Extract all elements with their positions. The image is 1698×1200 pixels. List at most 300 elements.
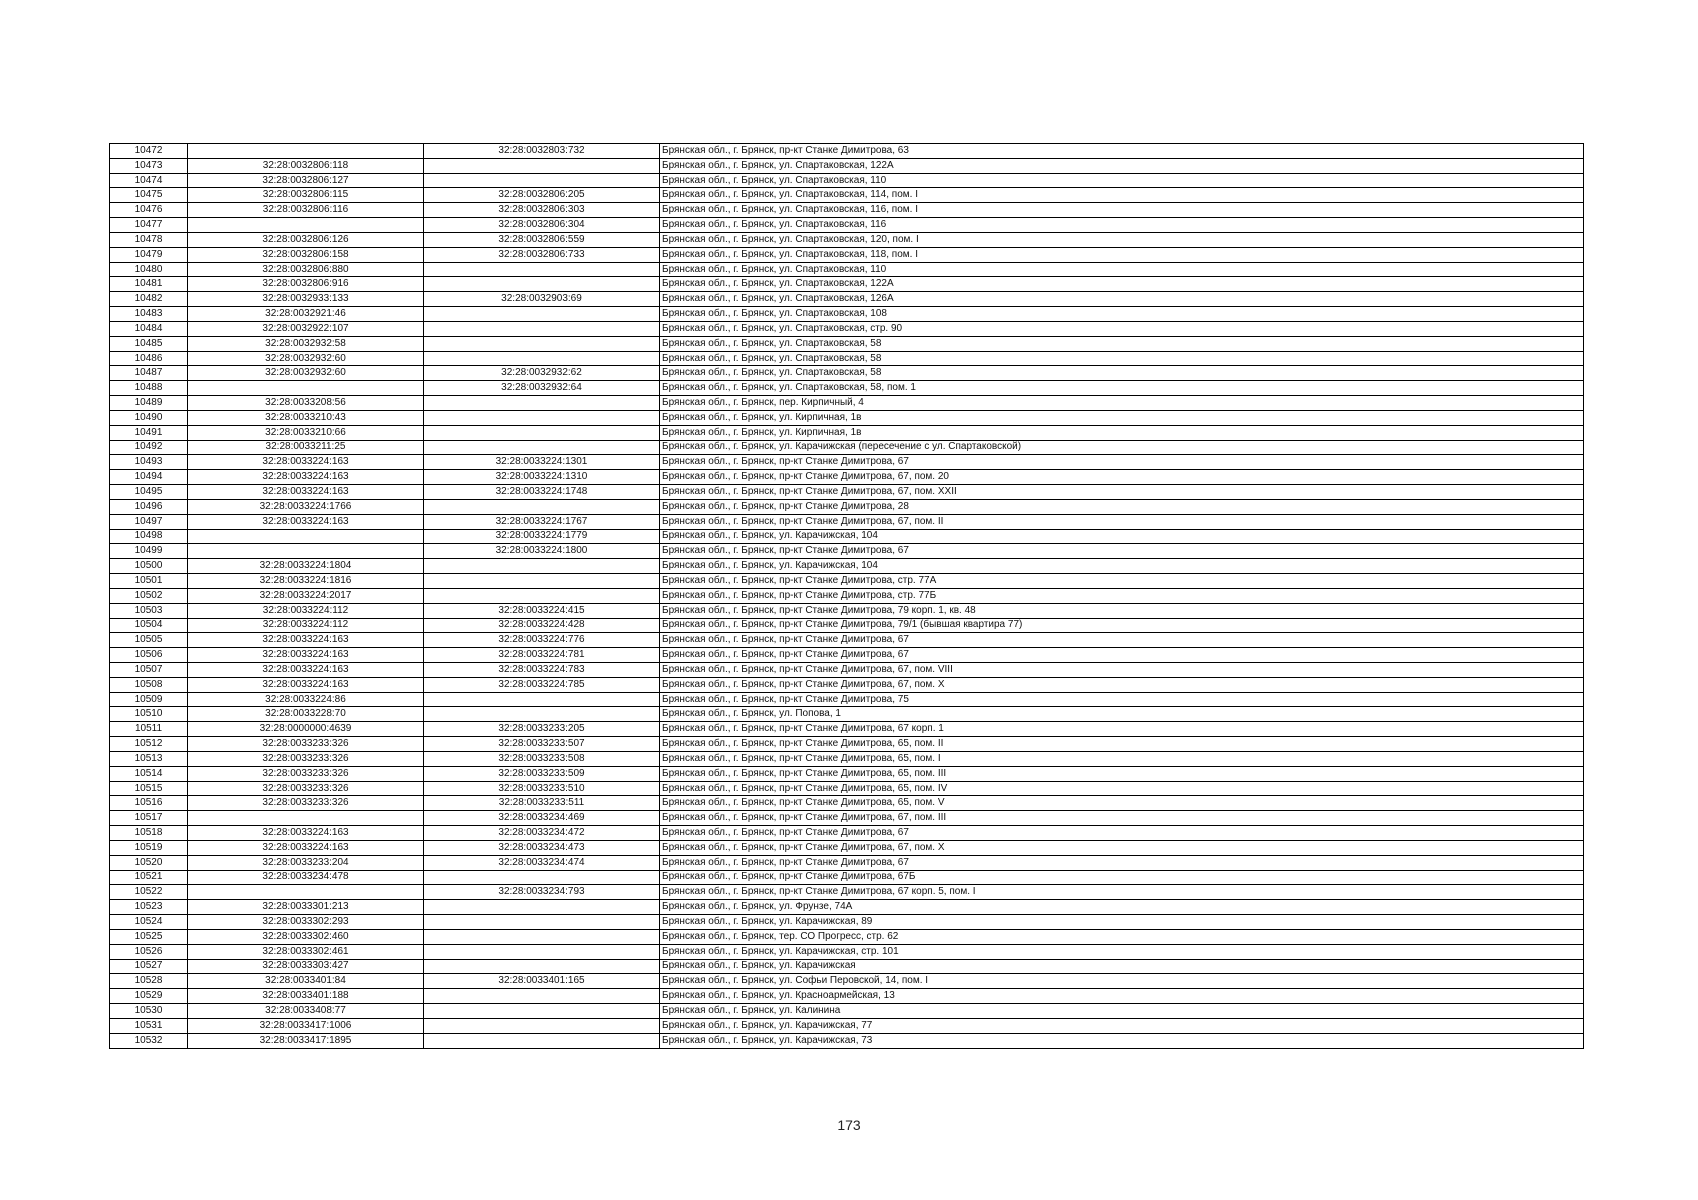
land-cadastral-number-cell: 32:28:0033210:66: [188, 425, 424, 440]
table-row: [110, 603, 1584, 618]
address-cell: Брянская обл., г. Брянск, пр-кт Станке Димитрова, стр. 77А: [660, 574, 1584, 589]
row-number-cell: 10474: [110, 173, 188, 188]
land-cadastral-number-cell: [188, 885, 424, 900]
land-cadastral-number-cell: 32:28:0032932:60: [188, 351, 424, 366]
row-number-cell: 10531: [110, 1018, 188, 1033]
table-row: [110, 1018, 1584, 1033]
object-cadastral-number-cell: [424, 396, 660, 411]
address-cell: Брянская обл., г. Брянск, пр-кт Станке Димитрова, 67, пом. VIII: [660, 662, 1584, 677]
row-number-cell: 10483: [110, 307, 188, 322]
row-number-cell: 10522: [110, 885, 188, 900]
object-cadastral-number-cell: [424, 499, 660, 514]
address-cell: Брянская обл., г. Брянск, ул. Спартаковская, 116: [660, 218, 1584, 233]
land-cadastral-number-cell: 32:28:0033224:163: [188, 455, 424, 470]
table-row: [110, 292, 1584, 307]
row-number-cell: 10506: [110, 648, 188, 663]
row-number-cell: 10487: [110, 366, 188, 381]
land-cadastral-number-cell: 32:28:0033224:2017: [188, 588, 424, 603]
table-row: [110, 796, 1584, 811]
table-row: [110, 307, 1584, 322]
land-cadastral-number-cell: 32:28:0033401:188: [188, 989, 424, 1004]
address-cell: Брянская обл., г. Брянск, ул. Спартаковская, 58: [660, 351, 1584, 366]
row-number-cell: 10501: [110, 574, 188, 589]
land-cadastral-number-cell: [188, 811, 424, 826]
property-registry-table: [109, 143, 1584, 1049]
address-cell: Брянская обл., г. Брянск, пр-кт Станке Димитрова, 67: [660, 855, 1584, 870]
table-row: [110, 1033, 1584, 1048]
row-number-cell: 10499: [110, 544, 188, 559]
object-cadastral-number-cell: [424, 440, 660, 455]
land-cadastral-number-cell: 32:28:0033224:163: [188, 677, 424, 692]
object-cadastral-number-cell: [424, 989, 660, 1004]
object-cadastral-number-cell: [424, 307, 660, 322]
address-cell: Брянская обл., г. Брянск, пр-кт Станке Димитрова, 67 корп. 1: [660, 722, 1584, 737]
object-cadastral-number-cell: [424, 173, 660, 188]
row-number-cell: 10527: [110, 959, 188, 974]
table-row: [110, 751, 1584, 766]
table-row: [110, 885, 1584, 900]
object-cadastral-number-cell: [424, 707, 660, 722]
address-cell: Брянская обл., г. Брянск, ул. Карачижская, 73: [660, 1033, 1584, 1048]
land-cadastral-number-cell: 32:28:0033233:326: [188, 751, 424, 766]
land-cadastral-number-cell: 32:28:0032932:60: [188, 366, 424, 381]
row-number-cell: 10473: [110, 158, 188, 173]
land-cadastral-number-cell: 32:28:0033224:1804: [188, 559, 424, 574]
row-number-cell: 10518: [110, 826, 188, 841]
object-cadastral-number-cell: [424, 1004, 660, 1019]
land-cadastral-number-cell: [188, 529, 424, 544]
land-cadastral-number-cell: 32:28:0032806:916: [188, 277, 424, 292]
address-cell: Брянская обл., г. Брянск, пр-кт Станке Димитрова, 65, пом. V: [660, 796, 1584, 811]
address-cell: Брянская обл., г. Брянск, пр-кт Станке Димитрова, 67, пом. X: [660, 677, 1584, 692]
row-number-cell: 10497: [110, 514, 188, 529]
address-cell: Брянская обл., г. Брянск, ул. Спартаковская, 110: [660, 262, 1584, 277]
row-number-cell: 10512: [110, 737, 188, 752]
object-cadastral-number-cell: 32:28:0033234:469: [424, 811, 660, 826]
land-cadastral-number-cell: 32:28:0033208:56: [188, 396, 424, 411]
land-cadastral-number-cell: 32:28:0033417:1006: [188, 1018, 424, 1033]
address-cell: Брянская обл., г. Брянск, ул. Спартаковская, 120, пом. I: [660, 232, 1584, 247]
address-cell: Брянская обл., г. Брянск, пр-кт Станке Димитрова, стр. 77Б: [660, 588, 1584, 603]
row-number-cell: 10480: [110, 262, 188, 277]
land-cadastral-number-cell: 32:28:0033401:84: [188, 974, 424, 989]
object-cadastral-number-cell: 32:28:0033233:509: [424, 766, 660, 781]
address-cell: Брянская обл., г. Брянск, пр-кт Станке Димитрова, 67, пом. 20: [660, 470, 1584, 485]
land-cadastral-number-cell: 32:28:0032922:107: [188, 321, 424, 336]
table-row: [110, 321, 1584, 336]
land-cadastral-number-cell: 32:28:0032806:118: [188, 158, 424, 173]
land-cadastral-number-cell: 32:28:0032806:127: [188, 173, 424, 188]
table-row: [110, 351, 1584, 366]
address-cell: Брянская обл., г. Брянск, ул. Фрунзе, 74А: [660, 900, 1584, 915]
object-cadastral-number-cell: 32:28:0033224:785: [424, 677, 660, 692]
address-cell: Брянская обл., г. Брянск, ул. Карачижская (пересечение с ул. Спартаковской): [660, 440, 1584, 455]
row-number-cell: 10496: [110, 499, 188, 514]
table-row: [110, 855, 1584, 870]
table-row: [110, 959, 1584, 974]
address-cell: Брянская обл., г. Брянск, ул. Спартаковская, 126А: [660, 292, 1584, 307]
object-cadastral-number-cell: 32:28:0033233:511: [424, 796, 660, 811]
table-row: [110, 366, 1584, 381]
address-cell: Брянская обл., г. Брянск, ул. Спартаковская, 116, пом. I: [660, 203, 1584, 218]
row-number-cell: 10490: [110, 410, 188, 425]
table-row: [110, 158, 1584, 173]
address-cell: Брянская обл., г. Брянск, тер. СО Прогресс, стр. 62: [660, 929, 1584, 944]
land-cadastral-number-cell: 32:28:0033224:163: [188, 648, 424, 663]
object-cadastral-number-cell: [424, 277, 660, 292]
address-cell: Брянская обл., г. Брянск, ул. Карачижская, 104: [660, 529, 1584, 544]
object-cadastral-number-cell: 32:28:0033233:507: [424, 737, 660, 752]
address-cell: Брянская обл., г. Брянск, ул. Спартаковская, 110: [660, 173, 1584, 188]
table-row: [110, 662, 1584, 677]
object-cadastral-number-cell: [424, 1018, 660, 1033]
land-cadastral-number-cell: 32:28:0032806:116: [188, 203, 424, 218]
address-cell: Брянская обл., г. Брянск, ул. Калинина: [660, 1004, 1584, 1019]
address-cell: Брянская обл., г. Брянск, ул. Спартаковская, 108: [660, 307, 1584, 322]
table-row: [110, 499, 1584, 514]
object-cadastral-number-cell: [424, 915, 660, 930]
table-row: [110, 485, 1584, 500]
row-number-cell: 10503: [110, 603, 188, 618]
address-cell: Брянская обл., г. Брянск, пр-кт Станке Димитрова, 65, пом. III: [660, 766, 1584, 781]
object-cadastral-number-cell: 32:28:0033233:510: [424, 781, 660, 796]
table-row: [110, 707, 1584, 722]
land-cadastral-number-cell: 32:28:0033302:460: [188, 929, 424, 944]
row-number-cell: 10484: [110, 321, 188, 336]
address-cell: Брянская обл., г. Брянск, пр-кт Станке Димитрова, 67: [660, 633, 1584, 648]
row-number-cell: 10485: [110, 336, 188, 351]
row-number-cell: 10513: [110, 751, 188, 766]
object-cadastral-number-cell: 32:28:0032903:69: [424, 292, 660, 307]
object-cadastral-number-cell: 32:28:0033224:776: [424, 633, 660, 648]
object-cadastral-number-cell: 32:28:0033234:474: [424, 855, 660, 870]
object-cadastral-number-cell: 32:28:0033233:205: [424, 722, 660, 737]
row-number-cell: 10511: [110, 722, 188, 737]
table-row: [110, 811, 1584, 826]
address-cell: Брянская обл., г. Брянск, пер. Кирпичный, 4: [660, 396, 1584, 411]
row-number-cell: 10493: [110, 455, 188, 470]
row-number-cell: 10526: [110, 944, 188, 959]
address-cell: Брянская обл., г. Брянск, ул. Спартаковская, 122А: [660, 158, 1584, 173]
object-cadastral-number-cell: [424, 559, 660, 574]
object-cadastral-number-cell: [424, 944, 660, 959]
table-row: [110, 144, 1584, 159]
row-number-cell: 10508: [110, 677, 188, 692]
table-row: [110, 840, 1584, 855]
table-row: [110, 396, 1584, 411]
address-cell: Брянская обл., г. Брянск, ул. Кирпичная, 1в: [660, 410, 1584, 425]
address-cell: Брянская обл., г. Брянск, ул. Спартаковская, 58: [660, 336, 1584, 351]
land-cadastral-number-cell: 32:28:0033408:77: [188, 1004, 424, 1019]
object-cadastral-number-cell: [424, 692, 660, 707]
object-cadastral-number-cell: 32:28:0032932:62: [424, 366, 660, 381]
table-row: [110, 915, 1584, 930]
address-cell: Брянская обл., г. Брянск, пр-кт Станке Димитрова, 65, пом. II: [660, 737, 1584, 752]
land-cadastral-number-cell: 32:28:0033302:461: [188, 944, 424, 959]
land-cadastral-number-cell: 32:28:0033224:163: [188, 485, 424, 500]
table-row: [110, 677, 1584, 692]
address-cell: Брянская обл., г. Брянск, пр-кт Станке Димитрова, 67, пом. X: [660, 840, 1584, 855]
address-cell: Брянская обл., г. Брянск, пр-кт Станке Димитрова, 67, пом. III: [660, 811, 1584, 826]
table-row: [110, 633, 1584, 648]
land-cadastral-number-cell: [188, 381, 424, 396]
object-cadastral-number-cell: 32:28:0032932:64: [424, 381, 660, 396]
table-row: [110, 944, 1584, 959]
object-cadastral-number-cell: 32:28:0033224:1301: [424, 455, 660, 470]
address-cell: Брянская обл., г. Брянск, ул. Карачижская, 89: [660, 915, 1584, 930]
table-row: [110, 766, 1584, 781]
table-row: [110, 737, 1584, 752]
row-number-cell: 10530: [110, 1004, 188, 1019]
land-cadastral-number-cell: 32:28:0000000:4639: [188, 722, 424, 737]
row-number-cell: 10479: [110, 247, 188, 262]
row-number-cell: 10519: [110, 840, 188, 855]
row-number-cell: 10505: [110, 633, 188, 648]
row-number-cell: 10529: [110, 989, 188, 1004]
row-number-cell: 10482: [110, 292, 188, 307]
table-row: [110, 989, 1584, 1004]
address-cell: Брянская обл., г. Брянск, ул. Карачижская, 77: [660, 1018, 1584, 1033]
table-row: [110, 559, 1584, 574]
table-row: [110, 381, 1584, 396]
row-number-cell: 10516: [110, 796, 188, 811]
table-row: [110, 262, 1584, 277]
row-number-cell: 10488: [110, 381, 188, 396]
address-cell: Брянская обл., г. Брянск, ул. Спартаковская, стр. 90: [660, 321, 1584, 336]
land-cadastral-number-cell: 32:28:0033417:1895: [188, 1033, 424, 1048]
row-number-cell: 10504: [110, 618, 188, 633]
address-cell: Брянская обл., г. Брянск, пр-кт Станке Димитрова, 28: [660, 499, 1584, 514]
object-cadastral-number-cell: 32:28:0033233:508: [424, 751, 660, 766]
address-cell: Брянская обл., г. Брянск, пр-кт Станке Димитрова, 67, пом. XXII: [660, 485, 1584, 500]
row-number-cell: 10528: [110, 974, 188, 989]
land-cadastral-number-cell: 32:28:0032932:58: [188, 336, 424, 351]
table-row: [110, 781, 1584, 796]
table-row: [110, 1004, 1584, 1019]
object-cadastral-number-cell: 32:28:0032806:303: [424, 203, 660, 218]
land-cadastral-number-cell: 32:28:0032806:158: [188, 247, 424, 262]
land-cadastral-number-cell: 32:28:0033302:293: [188, 915, 424, 930]
table-row: [110, 173, 1584, 188]
land-cadastral-number-cell: 32:28:0033211:25: [188, 440, 424, 455]
table-row: [110, 203, 1584, 218]
row-number-cell: 10502: [110, 588, 188, 603]
row-number-cell: 10525: [110, 929, 188, 944]
address-cell: Брянская обл., г. Брянск, ул. Спартаковская, 58: [660, 366, 1584, 381]
table-row: [110, 826, 1584, 841]
table-row: [110, 929, 1584, 944]
land-cadastral-number-cell: 32:28:0033224:112: [188, 603, 424, 618]
land-cadastral-number-cell: 32:28:0032806:115: [188, 188, 424, 203]
object-cadastral-number-cell: 32:28:0032806:205: [424, 188, 660, 203]
row-number-cell: 10476: [110, 203, 188, 218]
address-cell: Брянская обл., г. Брянск, пр-кт Станке Димитрова, 79/1 (бывшая квартира 77): [660, 618, 1584, 633]
object-cadastral-number-cell: 32:28:0033234:793: [424, 885, 660, 900]
object-cadastral-number-cell: 32:28:0032806:559: [424, 232, 660, 247]
object-cadastral-number-cell: [424, 321, 660, 336]
table-row: [110, 588, 1584, 603]
address-cell: Брянская обл., г. Брянск, пр-кт Станке Димитрова, 79 корп. 1, кв. 48: [660, 603, 1584, 618]
land-cadastral-number-cell: 32:28:0033210:43: [188, 410, 424, 425]
table-row: [110, 514, 1584, 529]
address-cell: Брянская обл., г. Брянск, ул. Спартаковская, 58, пом. 1: [660, 381, 1584, 396]
land-cadastral-number-cell: 32:28:0033224:163: [188, 662, 424, 677]
land-cadastral-number-cell: [188, 544, 424, 559]
land-cadastral-number-cell: 32:28:0033224:1766: [188, 499, 424, 514]
land-cadastral-number-cell: 32:28:0033301:213: [188, 900, 424, 915]
row-number-cell: 10486: [110, 351, 188, 366]
row-number-cell: 10475: [110, 188, 188, 203]
land-cadastral-number-cell: 32:28:0033224:163: [188, 840, 424, 855]
address-cell: Брянская обл., г. Брянск, ул. Спартаковская, 118, пом. I: [660, 247, 1584, 262]
land-cadastral-number-cell: 32:28:0033233:326: [188, 737, 424, 752]
table-row: [110, 574, 1584, 589]
row-number-cell: 10495: [110, 485, 188, 500]
address-cell: Брянская обл., г. Брянск, ул. Кирпичная, 1в: [660, 425, 1584, 440]
object-cadastral-number-cell: 32:28:0033224:1310: [424, 470, 660, 485]
row-number-cell: 10492: [110, 440, 188, 455]
land-cadastral-number-cell: 32:28:0033224:163: [188, 514, 424, 529]
table-row: [110, 277, 1584, 292]
table-row: [110, 722, 1584, 737]
row-number-cell: 10478: [110, 232, 188, 247]
address-cell: Брянская обл., г. Брянск, пр-кт Станке Димитрова, 63: [660, 144, 1584, 159]
object-cadastral-number-cell: 32:28:0033224:428: [424, 618, 660, 633]
address-cell: Брянская обл., г. Брянск, пр-кт Станке Димитрова, 67Б: [660, 870, 1584, 885]
row-number-cell: 10494: [110, 470, 188, 485]
object-cadastral-number-cell: [424, 929, 660, 944]
land-cadastral-number-cell: 32:28:0033233:326: [188, 766, 424, 781]
table-row: [110, 188, 1584, 203]
table-row: [110, 692, 1584, 707]
object-cadastral-number-cell: 32:28:0033224:1748: [424, 485, 660, 500]
table-row: [110, 247, 1584, 262]
address-cell: Брянская обл., г. Брянск, ул. Попова, 1: [660, 707, 1584, 722]
land-cadastral-number-cell: 32:28:0033224:163: [188, 470, 424, 485]
object-cadastral-number-cell: 32:28:0033224:1779: [424, 529, 660, 544]
table-row: [110, 440, 1584, 455]
object-cadastral-number-cell: [424, 351, 660, 366]
object-cadastral-number-cell: 32:28:0032806:733: [424, 247, 660, 262]
row-number-cell: 10523: [110, 900, 188, 915]
address-cell: Брянская обл., г. Брянск, пр-кт Станке Димитрова, 67 корп. 5, пом. I: [660, 885, 1584, 900]
object-cadastral-number-cell: 32:28:0032806:304: [424, 218, 660, 233]
page-number: 173: [837, 1117, 861, 1133]
land-cadastral-number-cell: 32:28:0033224:1816: [188, 574, 424, 589]
land-cadastral-number-cell: 32:28:0032921:46: [188, 307, 424, 322]
row-number-cell: 10532: [110, 1033, 188, 1048]
table-row: [110, 870, 1584, 885]
address-cell: Брянская обл., г. Брянск, пр-кт Станке Димитрова, 75: [660, 692, 1584, 707]
row-number-cell: 10524: [110, 915, 188, 930]
land-cadastral-number-cell: 32:28:0033234:478: [188, 870, 424, 885]
object-cadastral-number-cell: 32:28:0033224:781: [424, 648, 660, 663]
row-number-cell: 10510: [110, 707, 188, 722]
object-cadastral-number-cell: [424, 900, 660, 915]
land-cadastral-number-cell: 32:28:0033228:70: [188, 707, 424, 722]
object-cadastral-number-cell: 32:28:0033401:165: [424, 974, 660, 989]
address-cell: Брянская обл., г. Брянск, пр-кт Станке Димитрова, 65, пом. I: [660, 751, 1584, 766]
object-cadastral-number-cell: 32:28:0033224:1767: [424, 514, 660, 529]
registry-table-body: [110, 144, 1584, 1049]
land-cadastral-number-cell: [188, 218, 424, 233]
object-cadastral-number-cell: [424, 425, 660, 440]
object-cadastral-number-cell: [424, 574, 660, 589]
address-cell: Брянская обл., г. Брянск, ул. Красноармейская, 13: [660, 989, 1584, 1004]
row-number-cell: 10481: [110, 277, 188, 292]
table-row: [110, 425, 1584, 440]
object-cadastral-number-cell: 32:28:0033224:415: [424, 603, 660, 618]
address-cell: Брянская обл., г. Брянск, пр-кт Станке Димитрова, 67: [660, 826, 1584, 841]
object-cadastral-number-cell: 32:28:0033224:1800: [424, 544, 660, 559]
row-number-cell: 10491: [110, 425, 188, 440]
land-cadastral-number-cell: 32:28:0033233:326: [188, 796, 424, 811]
object-cadastral-number-cell: [424, 588, 660, 603]
land-cadastral-number-cell: 32:28:0032806:126: [188, 232, 424, 247]
row-number-cell: 10520: [110, 855, 188, 870]
table-row: [110, 900, 1584, 915]
table-row: [110, 410, 1584, 425]
object-cadastral-number-cell: 32:28:0033234:472: [424, 826, 660, 841]
row-number-cell: 10517: [110, 811, 188, 826]
object-cadastral-number-cell: [424, 1033, 660, 1048]
table-row: [110, 232, 1584, 247]
land-cadastral-number-cell: 32:28:0032806:880: [188, 262, 424, 277]
object-cadastral-number-cell: [424, 410, 660, 425]
object-cadastral-number-cell: 32:28:0033234:473: [424, 840, 660, 855]
table-row: [110, 455, 1584, 470]
land-cadastral-number-cell: 32:28:0033224:112: [188, 618, 424, 633]
object-cadastral-number-cell: [424, 959, 660, 974]
object-cadastral-number-cell: [424, 158, 660, 173]
row-number-cell: 10507: [110, 662, 188, 677]
land-cadastral-number-cell: 32:28:0033224:163: [188, 633, 424, 648]
land-cadastral-number-cell: 32:28:0033233:204: [188, 855, 424, 870]
row-number-cell: 10509: [110, 692, 188, 707]
table-row: [110, 974, 1584, 989]
address-cell: Брянская обл., г. Брянск, ул. Карачижская: [660, 959, 1584, 974]
table-row: [110, 618, 1584, 633]
land-cadastral-number-cell: 32:28:0033233:326: [188, 781, 424, 796]
address-cell: Брянская обл., г. Брянск, пр-кт Станке Димитрова, 67: [660, 544, 1584, 559]
address-cell: Брянская обл., г. Брянск, ул. Спартаковская, 114, пом. I: [660, 188, 1584, 203]
land-cadastral-number-cell: 32:28:0033224:86: [188, 692, 424, 707]
land-cadastral-number-cell: 32:28:0032933:133: [188, 292, 424, 307]
row-number-cell: 10500: [110, 559, 188, 574]
object-cadastral-number-cell: [424, 262, 660, 277]
table-row: [110, 218, 1584, 233]
address-cell: Брянская обл., г. Брянск, пр-кт Станке Димитрова, 67: [660, 455, 1584, 470]
address-cell: Брянская обл., г. Брянск, ул. Карачижская, 104: [660, 559, 1584, 574]
row-number-cell: 10521: [110, 870, 188, 885]
table-row: [110, 544, 1584, 559]
table-row: [110, 648, 1584, 663]
address-cell: Брянская обл., г. Брянск, пр-кт Станке Димитрова, 65, пом. IV: [660, 781, 1584, 796]
row-number-cell: 10498: [110, 529, 188, 544]
row-number-cell: 10515: [110, 781, 188, 796]
object-cadastral-number-cell: 32:28:0033224:783: [424, 662, 660, 677]
row-number-cell: 10472: [110, 144, 188, 159]
address-cell: Брянская обл., г. Брянск, пр-кт Станке Димитрова, 67: [660, 648, 1584, 663]
row-number-cell: 10514: [110, 766, 188, 781]
address-cell: Брянская обл., г. Брянск, пр-кт Станке Димитрова, 67, пом. II: [660, 514, 1584, 529]
land-cadastral-number-cell: [188, 144, 424, 159]
object-cadastral-number-cell: [424, 336, 660, 351]
table-row: [110, 470, 1584, 485]
row-number-cell: 10477: [110, 218, 188, 233]
address-cell: Брянская обл., г. Брянск, ул. Карачижская, стр. 101: [660, 944, 1584, 959]
object-cadastral-number-cell: [424, 870, 660, 885]
